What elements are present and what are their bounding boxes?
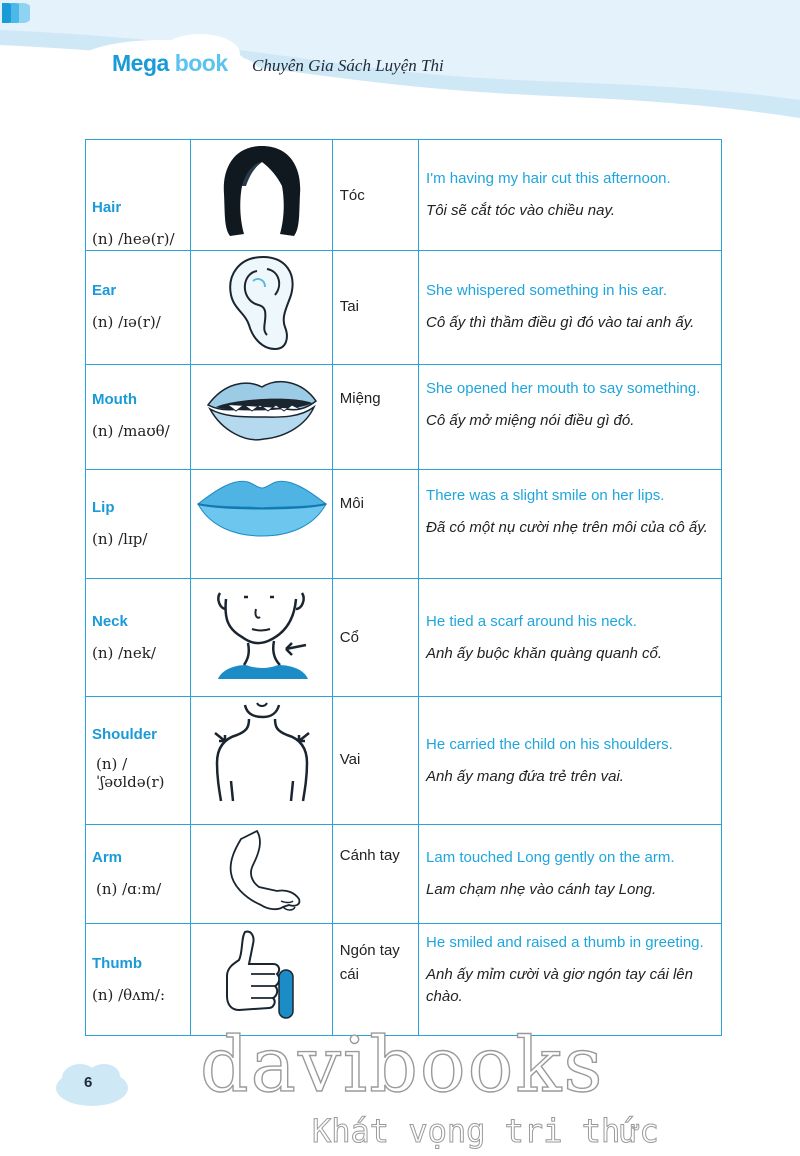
word-label: Shoulder xyxy=(92,726,158,743)
vocabulary-table xyxy=(85,139,722,1036)
meaning-label: Cánh tay xyxy=(339,847,400,864)
example-vi: Lam chạm nhẹ vào cánh tay Long. xyxy=(426,881,657,898)
table-row xyxy=(86,697,722,825)
example-en: Lam touched Long gently on the arm. xyxy=(426,849,675,866)
thumb-icon xyxy=(217,924,307,1024)
header-slogan: Chuyên Gia Sách Luyện Thi xyxy=(252,56,444,75)
table-row xyxy=(86,365,722,470)
example-cell xyxy=(419,365,722,470)
table-row xyxy=(86,579,722,697)
shoulder-icon xyxy=(207,697,317,807)
image-cell xyxy=(191,697,332,825)
ipa-label: (n) /nek/ xyxy=(92,644,156,662)
ipa-label: (n) /heə(r)/ xyxy=(92,230,175,248)
meaning-cell xyxy=(332,924,418,1036)
example-cell xyxy=(419,825,722,924)
meaning-label: Môi xyxy=(339,495,364,512)
table-row xyxy=(86,251,722,365)
ear-icon xyxy=(217,251,307,355)
image-cell xyxy=(191,579,332,697)
brand-accent: book xyxy=(174,50,228,76)
example-cell xyxy=(419,470,722,579)
example-vi: Tôi sẽ cắt tóc vào chiều nay. xyxy=(426,202,616,219)
word-label: Lip xyxy=(92,499,115,516)
meaning-label: Miệng xyxy=(339,390,381,407)
word-cell xyxy=(86,365,191,470)
page-number: 6 xyxy=(84,1074,93,1091)
arm-icon xyxy=(217,825,307,915)
example-vi: Cô ấy thì thầm điều gì đó vào tai anh ấy. xyxy=(426,314,695,331)
table-row xyxy=(86,825,722,924)
hair-icon xyxy=(212,140,312,240)
example-vi: Đã có một nụ cười nhẹ trên môi của cô ấy. xyxy=(426,519,708,536)
ipa-label: (n) /θʌm/: xyxy=(92,986,166,1004)
brand-main: Mega xyxy=(112,50,169,76)
example-cell xyxy=(419,579,722,697)
megabook-logo-icon xyxy=(0,0,30,26)
example-en: There was a slight smile on her lips. xyxy=(426,487,665,504)
meaning-cell xyxy=(332,365,418,470)
example-en: She opened her mouth to say something. xyxy=(426,380,701,397)
word-cell xyxy=(86,825,191,924)
word-cell xyxy=(86,251,191,365)
image-cell xyxy=(191,470,332,579)
image-cell xyxy=(191,825,332,924)
ipa-label: (n) /maʊθ/ xyxy=(92,422,170,440)
word-cell xyxy=(86,697,191,825)
lips-icon xyxy=(194,470,330,540)
table-row xyxy=(86,140,722,251)
example-en: She whispered something in his ear. xyxy=(426,282,668,299)
meaning-label: Tóc xyxy=(339,187,365,204)
ipa-label: (n) /ˈʃəʊldə(r) xyxy=(96,755,165,791)
word-label: Mouth xyxy=(92,391,137,408)
watermark-tagline: Khát vọng tri thức xyxy=(312,1112,659,1150)
example-en: He smiled and raised a thumb in greeting. xyxy=(426,934,704,951)
example-cell xyxy=(419,924,722,1036)
meaning-label: Tai xyxy=(339,298,359,315)
word-cell xyxy=(86,924,191,1036)
ipa-label: (n) /lɪp/ xyxy=(92,530,148,548)
word-label: Thumb xyxy=(92,955,142,972)
example-cell xyxy=(419,697,722,825)
meaning-cell xyxy=(332,579,418,697)
watermark-logo: davibooks xyxy=(200,1020,605,1109)
example-en: He tied a scarf around his neck. xyxy=(426,613,637,630)
meaning-cell xyxy=(332,470,418,579)
image-cell xyxy=(191,140,332,251)
meaning-cell xyxy=(332,825,418,924)
meaning-label: Ngón tay cái xyxy=(339,942,400,983)
example-vi: Anh ấy buộc khăn quàng quanh cổ. xyxy=(426,645,663,662)
example-cell xyxy=(419,251,722,365)
image-cell xyxy=(191,251,332,365)
word-label: Neck xyxy=(92,613,128,630)
word-cell xyxy=(86,470,191,579)
word-label: Arm xyxy=(92,849,123,866)
meaning-cell xyxy=(332,251,418,365)
table-row xyxy=(86,924,722,1036)
example-vi: Cô ấy mở miệng nói điều gì đó. xyxy=(426,412,635,429)
image-cell xyxy=(191,365,332,470)
brand-logo xyxy=(112,50,228,77)
example-en: He carried the child on his shoulders. xyxy=(426,736,673,753)
word-label: Ear xyxy=(92,282,117,299)
mouth-icon xyxy=(202,365,322,455)
example-cell xyxy=(419,140,722,251)
example-vi: Anh ấy mang đứa trẻ trên vai. xyxy=(426,768,624,785)
ipa-label: (n) /ɑːm/ xyxy=(96,880,162,898)
word-cell xyxy=(86,140,191,251)
word-cell xyxy=(86,579,191,697)
meaning-cell xyxy=(332,140,418,251)
meaning-label: Cổ xyxy=(339,629,359,646)
example-vi: Anh ấy mỉm cười và giơ ngón tay cái lên chào. xyxy=(426,966,693,1005)
meaning-label: Vai xyxy=(339,751,361,768)
table-row xyxy=(86,470,722,579)
ipa-label: (n) /ɪə(r)/ xyxy=(92,313,161,331)
example-en: I'm having my hair cut this afternoon. xyxy=(426,170,671,187)
word-label: Hair xyxy=(92,199,122,216)
image-cell xyxy=(191,924,332,1036)
neck-icon xyxy=(212,579,312,687)
meaning-cell xyxy=(332,697,418,825)
page-header xyxy=(0,0,800,130)
